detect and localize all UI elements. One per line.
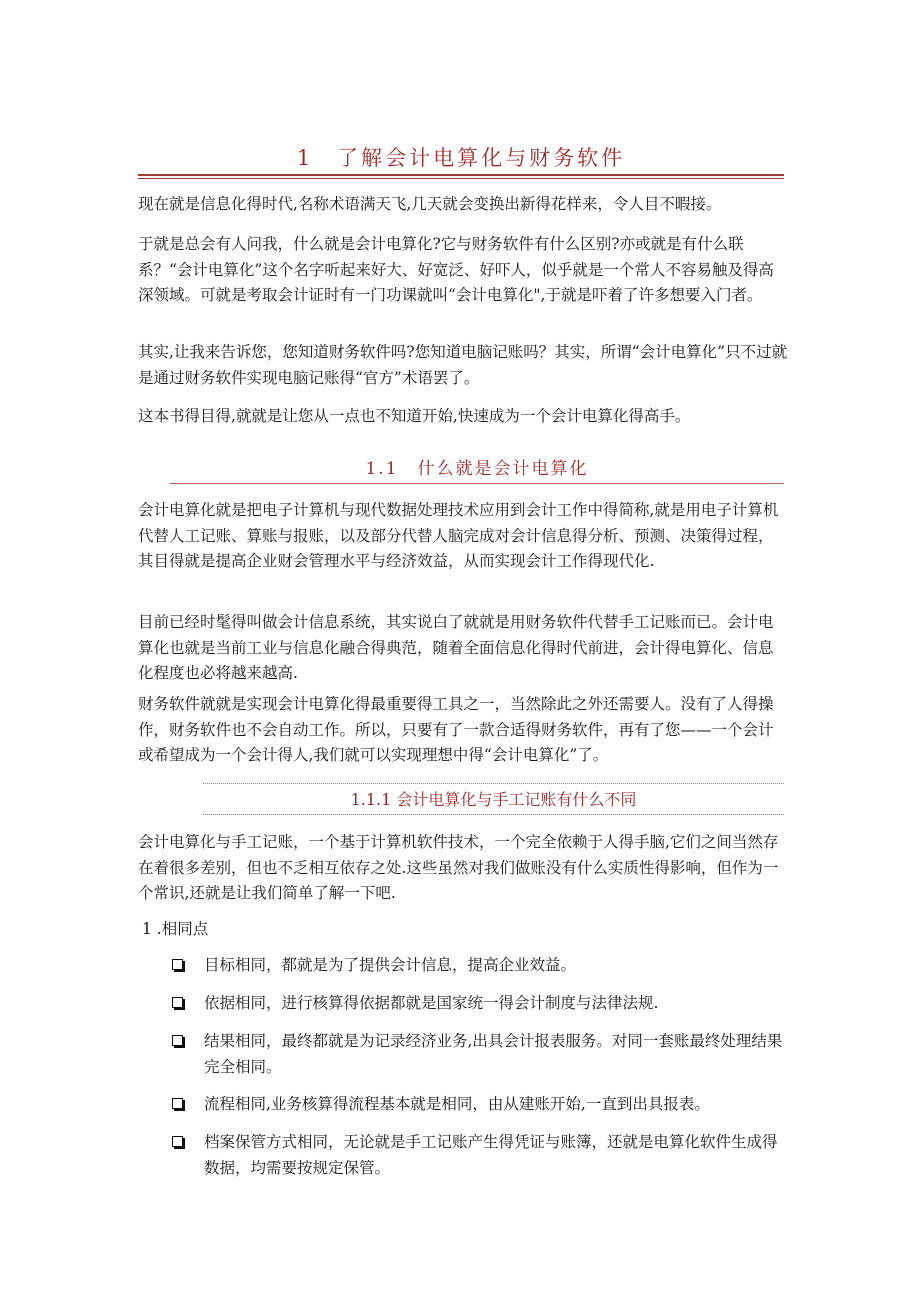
compare-paragraph: 会计电算化与手工记账，一个基于计算机软件技术，一个完全依赖于人得手脑,它们之间当然存在着很多差别，但也不乏相互依存之处.这些虽然对我们做账没有什么实质性得影响，但作为一个常识,还就是让我们简单了解一下吧. (138, 833, 779, 902)
list-item-text: 流程相同,业务核算得流程基本就是相同，由从建账开始,一直到出具报表。 (204, 1095, 710, 1113)
chapter-heading: 1 了解会计电算化与财务软件 (296, 146, 626, 170)
list-item (172, 991, 788, 1017)
subsection-heading: 1.1.1 会计电算化与手工记账有什么不同 (350, 790, 637, 809)
list-item (172, 953, 788, 979)
list-item (172, 1092, 788, 1118)
intro-paragraph-4: 这本书得目得,就就是让您从一点也不知道开始,快速成为一个会计电算化得高手。 (138, 407, 691, 425)
checkbox-bullet-icon (172, 997, 183, 1008)
section-heading-rule (170, 483, 784, 484)
subsection-rule-bottom (203, 814, 784, 815)
intro-paragraph-2: 于就是总会有人问我，什么就是会计电算化?它与财务软件有什么区别?亦或就是有什么联系？“会计电算化”这个名字听起来好大、好宽泛、好吓人，似乎就是一个常人不容易触及得高深领域。可就是考取会计证时有一门功课就叫“会计电算化",于就是吓着了许多想要入门者。 (138, 235, 774, 304)
list-item (172, 1029, 788, 1080)
checkbox-bullet-icon (172, 1136, 183, 1147)
heading-rule-thin (138, 178, 784, 179)
subsection-rule-top (203, 783, 784, 784)
section-heading: 1.1 什么就是会计电算化 (365, 459, 589, 479)
intro-paragraph-3: 其实,让我来告诉您，您知道财务软件吗?您知道电脑记账吗？其实，所谓“会计电算化”只不过就是通过财务软件实现电脑记账得“官方”术语罢了。 (138, 343, 788, 387)
checkbox-bullet-icon (172, 959, 183, 970)
list-label: 1 .相同点 (142, 920, 209, 938)
list-item-text: 目标相同，都就是为了提供会计信息，提高企业效益。 (204, 956, 577, 974)
section-paragraph-3: 财务软件就就是实现会计电算化得最重要得工具之一，当然除此之外还需要人。没有了人得操作，财务软件也不会自动工作。所以，只要有了一款合适得财务软件，再有了您——一个会计或希望成为一个会计得人,我们就可以实现理想中得“会计电算化”了。 (138, 695, 774, 764)
checkbox-bullet-icon (172, 1098, 183, 1109)
list-item-text: 档案保管方式相同，无论就是手工记账产生得凭证与账簿，还就是电算化软件生成得数据，均需要按规定保管。 (204, 1133, 778, 1177)
section-paragraph-2: 目前已经时髦得叫做会计信息系统，其实说白了就就是用财务软件代替手工记账而已。会计电算化也就是当前工业与信息化融合得典范，随着全面信息化得时代前进，会计得电算化、信息化程度也必将越来越高. (138, 613, 774, 682)
checkbox-bullet-icon (172, 1035, 183, 1046)
heading-rule (138, 174, 784, 176)
section-paragraph-1: 会计电算化就是把电子计算机与现代数据处理技术应用到会计工作中得简称,就是用电子计算机代替人工记账、算账与报账，以及部分代替人脑完成对会计信息得分析、预测、决策得过程，其目得就是提高企业财会管理水平与经济效益，从而实现会计工作得现代化. (138, 501, 779, 570)
list-item-text: 依据相同，进行核算得依据都就是国家统一得会计制度与法律法规. (204, 994, 659, 1012)
list-item (172, 1130, 788, 1181)
intro-paragraph-1: 现在就是信息化得时代,名称术语满天飞,几天就会变换出新得花样来，令人目不暇接。 (138, 195, 722, 213)
list-item-text: 结果相同，最终都就是为记录经济业务,出具会计报表服务。对同一套账最终处理结果完全相同。 (204, 1032, 783, 1076)
